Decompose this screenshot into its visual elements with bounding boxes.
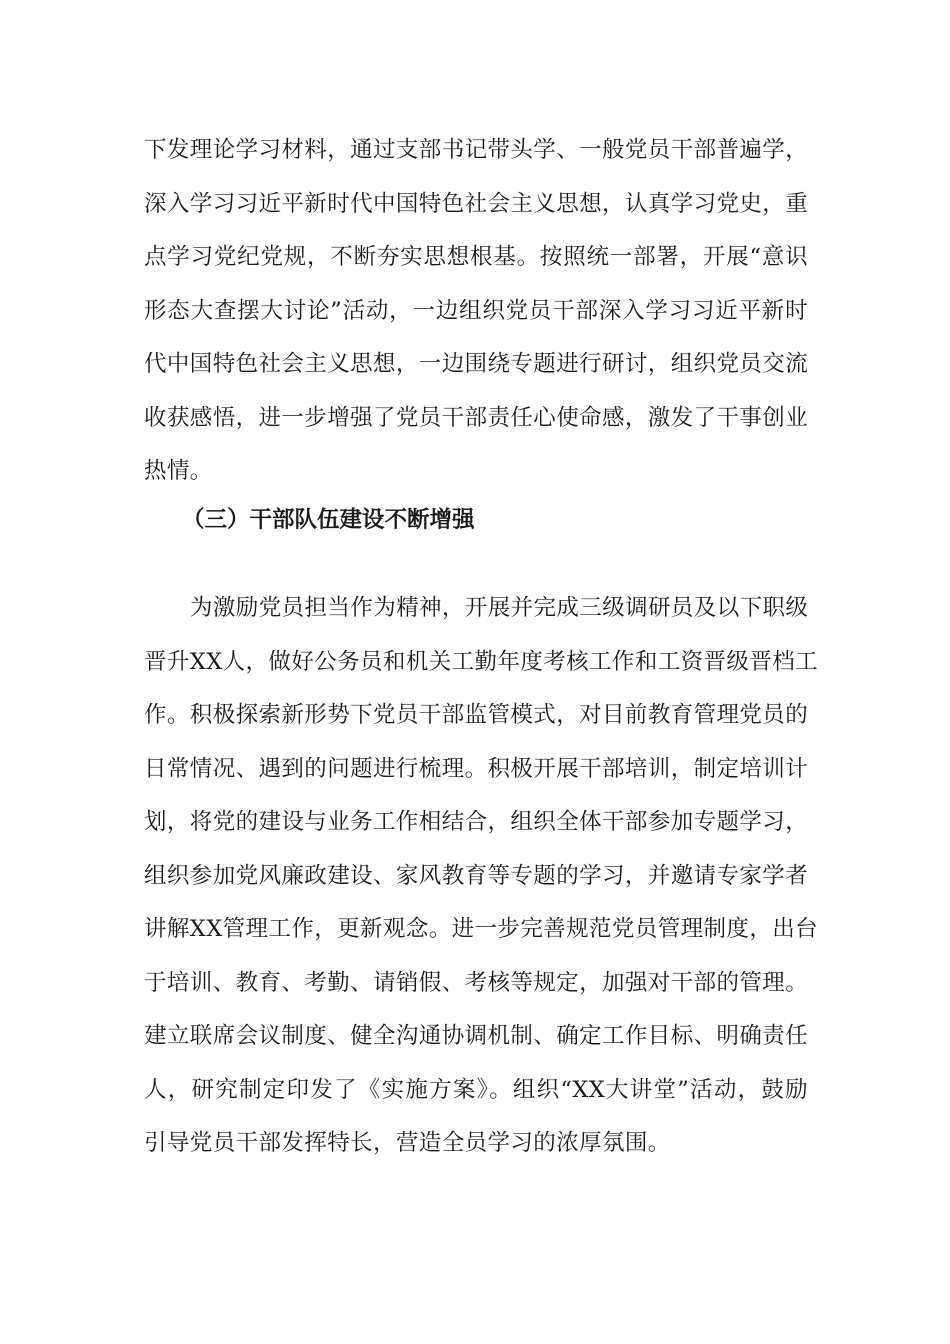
- text-line: 形态大查摆大讨论”活动，一边组织党员干部深入学习习近平新时: [144, 297, 808, 324]
- text-line: 人，研究制定印发了《实施方案》。组织“XX大讲堂”活动，鼓励: [144, 1076, 808, 1103]
- text-line-content: 为激励党员担当作为精神，开展并完成三级调研员及以下职级: [190, 595, 809, 621]
- section-heading-text: （三）干部队伍建设不断增强: [182, 507, 475, 533]
- text-line: 日常情况、遇到的问题进行梳理。积极开展干部培训，制定培训计: [144, 755, 809, 782]
- text-line: 热情。: [144, 458, 213, 484]
- text-line: 讲解XX管理工作，更新观念。进一步完善规范党员管理制度，出台: [144, 916, 819, 942]
- text-line: 建立联席会议制度、健全沟通协调机制、确定工作目标、明确责任: [144, 1023, 809, 1049]
- text-line: 引导党员干部发挥特长，营造全员学习的浓厚氛围。: [144, 1130, 671, 1156]
- text-line: 点学习党纪党规，不断夯实思想根基。按照统一部署，开展“意识: [144, 244, 808, 270]
- paragraph-theory-study: [144, 124, 808, 499]
- text-line: 划，将党的建设与业务工作相结合，组织全体干部参加专题学习，: [144, 809, 809, 835]
- text-line: 晋升XX人，做好公务员和机关工勤年度考核工作和工资晋级晋档工: [144, 648, 819, 675]
- text-line: 代中国特色社会主义思想，一边围绕专题进行研讨，组织党员交流: [144, 351, 809, 377]
- text-line: 深入学习习近平新时代中国特色社会主义思想，认真学习党史，重: [144, 190, 809, 217]
- text-line: 作。积极探索新形势下党员干部监管模式，对目前教育管理党员的: [144, 702, 809, 728]
- text-line: 收获感悟，进一步增强了党员干部责任心使命感，激发了干事创业: [144, 404, 809, 431]
- text-line: 组织参加党风廉政建设、家风教育等专题的学习，并邀请专家学者: [144, 862, 809, 889]
- text-line: 下发理论学习材料，通过支部书记带头学、一般党员干部普遍学，: [144, 137, 809, 163]
- section-heading: [144, 494, 475, 548]
- text-line: 于培训、教育、考勤、请销假、考核等规定，加强对干部的管理。: [144, 969, 809, 996]
- paragraph-cadre-team: [144, 582, 819, 1171]
- text-line-first: [144, 582, 808, 636]
